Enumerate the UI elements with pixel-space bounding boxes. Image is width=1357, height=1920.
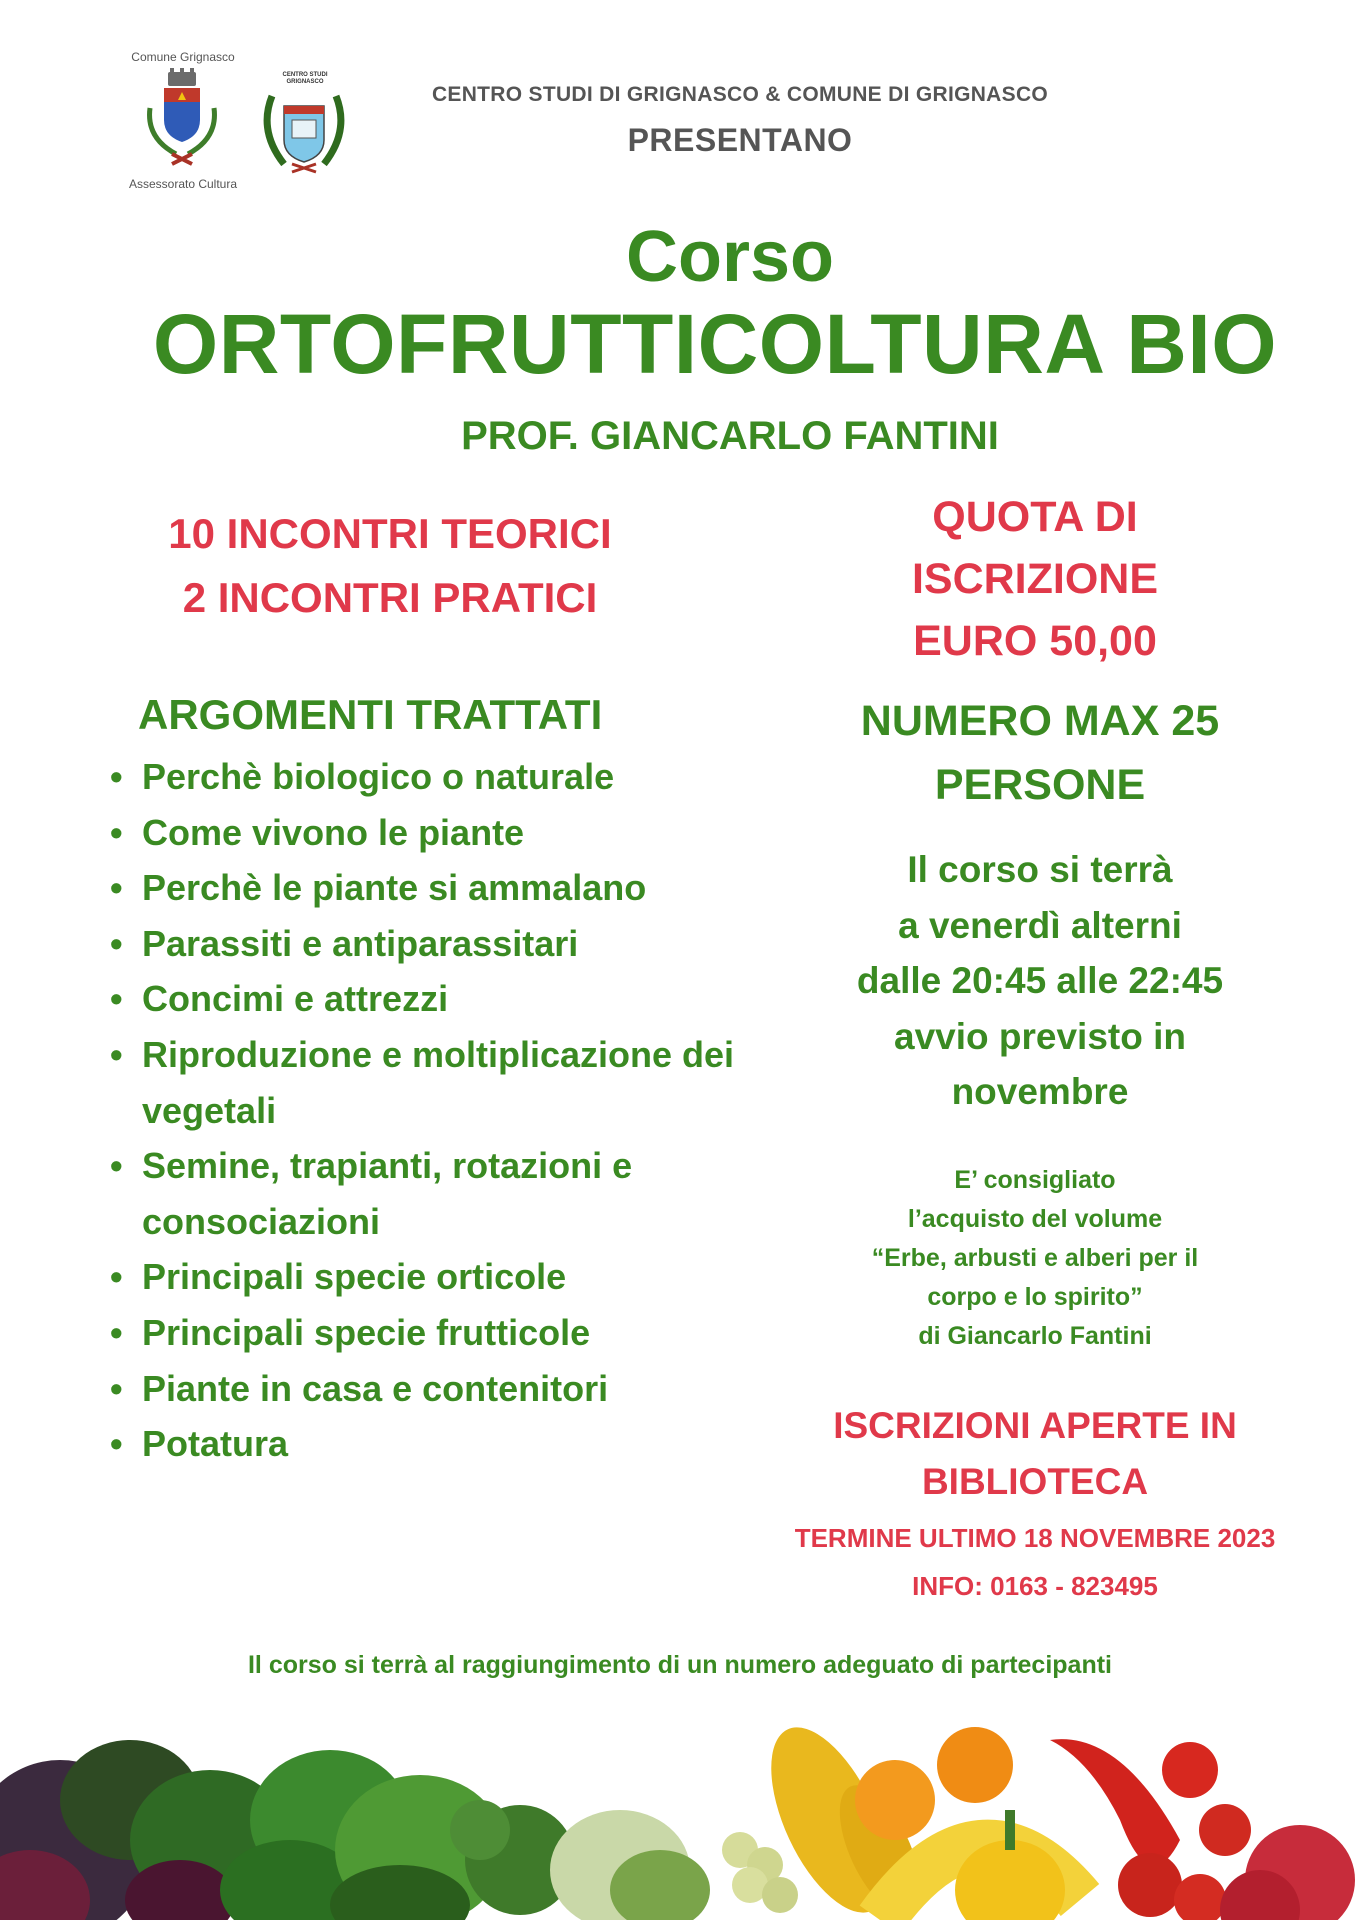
topic-item: • Parassiti e antiparassitari xyxy=(110,916,790,972)
numero-line-2: PERSONE xyxy=(934,761,1146,809)
advice-line: E’ consigliato xyxy=(954,1166,1116,1194)
schedule-line: a venerdì alterni xyxy=(898,904,1182,946)
topic-item: • Potatura xyxy=(110,1416,790,1472)
comune-coat-of-arms-icon xyxy=(142,68,222,174)
topic-item: • Perchè biologico o naturale xyxy=(110,749,790,805)
footer-note: Il corso si terrà al raggiungimento di un numero adeguato di partecipanti xyxy=(247,1651,1112,1679)
schedule-line: Il corso si terrà xyxy=(907,849,1173,890)
advice-line: di Giancarlo Fantini xyxy=(918,1322,1152,1350)
bullet-icon: • xyxy=(110,1367,123,1409)
comune-caption-top: Comune Grignasco xyxy=(131,50,235,64)
topic-item: • Concimi e attrezzi xyxy=(110,971,790,1027)
topic-item: • Piante in casa e contenitori xyxy=(110,1361,790,1417)
topic-item: • Semine, trapianti, rotazioni e consociazioni xyxy=(110,1138,790,1249)
termine-date: TERMINE ULTIMO 18 NOVEMBRE 2023 xyxy=(794,1523,1276,1553)
bullet-icon: • xyxy=(110,1145,123,1187)
advice-line: “Erbe, arbusti e alberi per il xyxy=(871,1244,1199,1272)
quota-line-3: EURO 50,00 xyxy=(913,617,1157,665)
presentano-label: PRESENTANO xyxy=(627,122,853,158)
iscrizioni-block xyxy=(790,1398,1280,1510)
numero-line-1: NUMERO MAX 25 xyxy=(860,697,1220,745)
quota-line-1: QUOTA DI xyxy=(932,493,1138,541)
professor-name: PROF. GIANCARLO FANTINI xyxy=(461,414,999,458)
incontri-teorici: 10 INCONTRI TEORICI xyxy=(168,510,612,557)
topic-item: • Riproduzione e moltiplicazione dei vegetali xyxy=(110,1027,790,1138)
argomenti-heading: ARGOMENTI TRATTATI xyxy=(138,691,603,738)
bullet-icon: • xyxy=(110,1423,123,1465)
iscrizioni-line-1: ISCRIZIONI APERTE IN xyxy=(833,1405,1237,1446)
incontri-pratici: 2 INCONTRI PRATICI xyxy=(182,574,598,621)
vegetables-banner-image xyxy=(0,1700,1357,1920)
advice-line: l’acquisto del volume xyxy=(907,1205,1163,1233)
bullet-icon: • xyxy=(110,978,123,1020)
quota-line-2: ISCRIZIONE xyxy=(911,555,1159,603)
bullet-icon: • xyxy=(110,811,123,853)
bullet-icon: • xyxy=(110,867,123,909)
topic-item: • Perchè le piante si ammalano xyxy=(110,860,790,916)
course-title: ORTOFRUTTICOLTURA BIO xyxy=(152,297,1278,391)
corso-label: Corso xyxy=(625,217,835,297)
incontri-block xyxy=(90,502,690,630)
centro-studi-badge-icon xyxy=(258,76,350,176)
topic-item: • Come vivono le piante xyxy=(110,805,790,861)
presenters-line: CENTRO STUDI DI GRIGNASCO & COMUNE DI GRIGNASCO xyxy=(431,83,1049,106)
topic-item: • Principali specie frutticole xyxy=(110,1305,790,1361)
schedule-block xyxy=(820,842,1260,1120)
info-phone: INFO: 0163 - 823495 xyxy=(912,1571,1158,1601)
bullet-icon: • xyxy=(110,1311,123,1353)
numero-block xyxy=(820,689,1260,817)
comune-caption-bottom: Assessorato Cultura xyxy=(128,177,238,191)
iscrizioni-line-2: BIBLIOTECA xyxy=(921,1461,1149,1502)
schedule-line: novembre xyxy=(951,1071,1129,1113)
bullet-icon: • xyxy=(110,922,123,964)
bullet-icon: • xyxy=(110,756,123,797)
bullet-icon: • xyxy=(110,1033,123,1075)
topics-list xyxy=(110,749,790,1472)
schedule-line: avvio previsto in xyxy=(894,1015,1186,1057)
bullet-icon: • xyxy=(110,1256,123,1298)
schedule-line: dalle 20:45 alle 22:45 xyxy=(856,960,1224,1002)
centro-badge-text: CENTRO STUDI GRIGNASCO xyxy=(282,72,328,85)
topic-item: • Principali specie orticole xyxy=(110,1249,790,1305)
quota-block xyxy=(820,486,1250,672)
advice-line: corpo e lo spirito” xyxy=(927,1283,1143,1311)
advice-block xyxy=(820,1161,1250,1356)
